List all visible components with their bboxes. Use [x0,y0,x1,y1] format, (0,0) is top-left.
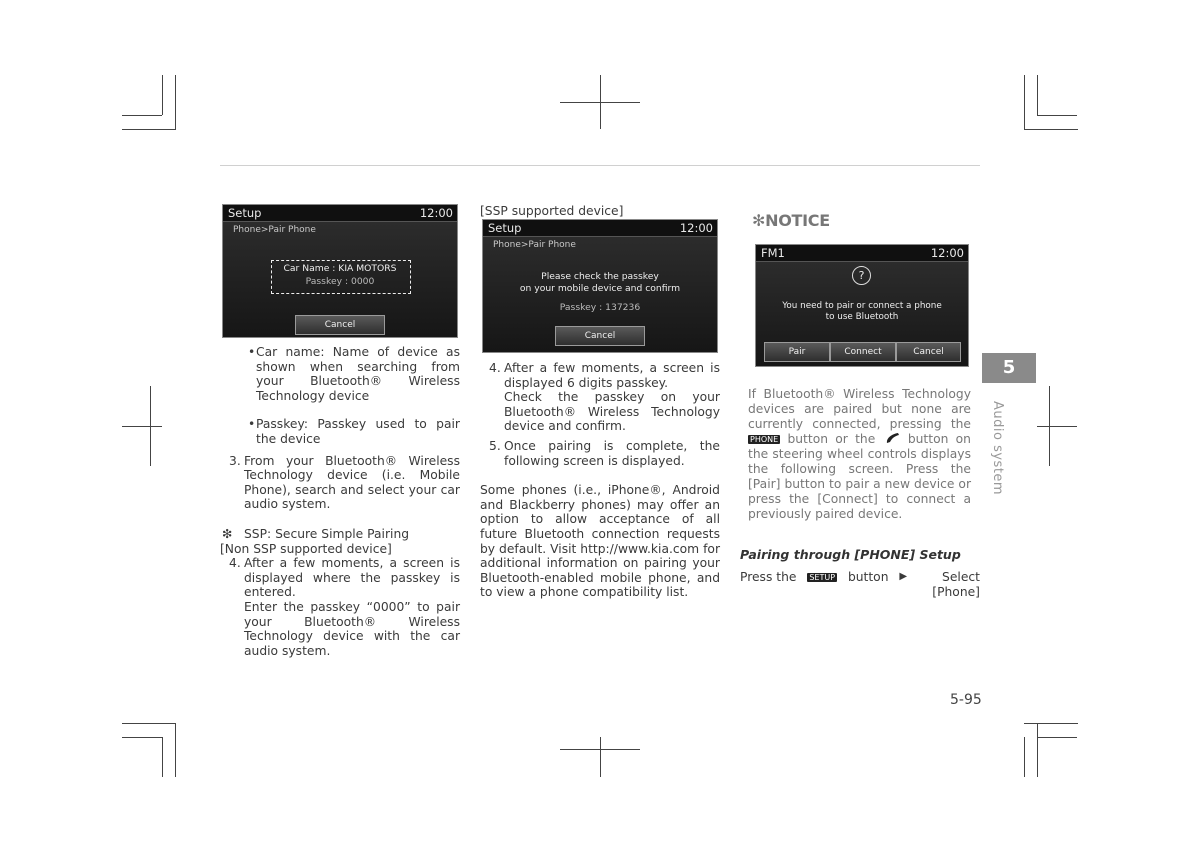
screen-breadcrumb: Phone>Pair Phone [493,240,576,250]
crop-mark [1037,737,1077,738]
screen-titlebar [483,220,717,237]
crop-mark [600,737,601,777]
bullet: • [248,417,256,432]
notice-title: NOTICE [765,211,830,230]
header-rule [220,165,980,166]
phone-key-label: PHONE [750,435,779,444]
section-label: Audio system [990,401,1005,496]
crop-mark [162,75,163,115]
crop-mark [122,129,176,130]
crop-mark [560,749,640,750]
chapter-tab: 5 [982,353,1036,383]
passkey-description: Passkey: Passkey used to pair the device [256,417,460,446]
crop-mark [1037,75,1038,115]
list-item [220,454,460,512]
fm-pair-connect-screen [755,244,969,367]
screen-title: Setup [488,221,522,235]
step-5-text: Once pairing is complete, the following screen is displayed. [504,438,720,468]
step-number: 4. [489,361,501,375]
screen-breadcrumb: Phone>Pair Phone [233,225,316,235]
crop-mark [1024,129,1078,130]
step-4-text: After a few moments, a screen is displayed 6 digits passkey. [504,361,720,390]
confirm-line-1: Please check the passkey [541,271,659,282]
screen-title: FM1 [761,246,785,260]
step-3-text: From your Bluetooth® Wireless Technology device (i.e. Mobile Phone), search and select your car audio system. [244,453,460,512]
crop-mark [122,737,162,738]
section-heading: Pairing through [PHONE] Setup [740,547,961,562]
bullet: • [248,345,256,359]
screen-clock: 12:00 [419,206,453,220]
crop-mark [1037,115,1077,116]
screen-titlebar [756,245,968,262]
crop-mark [1037,723,1038,777]
non-ssp-label: [Non SSP supported device] [220,541,392,556]
confirm-line-2: on your mobile device and confirm [519,283,681,294]
crop-mark [560,102,640,103]
crop-mark [1024,723,1078,724]
connect-button[interactable]: Connect [830,342,896,362]
step-4-detail: Enter the passkey “0000” to pair your Bluetooth® Wireless Technology device with the car audio system. [244,599,460,658]
notice-text: button on the steering wheel controls displays the following screen. Press the [Pair] button to pair a new device or press the [Connect] to connect a previously paired device. [748,432,971,521]
button-text: button [847,570,889,585]
ssp-supported-label: [SSP supported device] [480,204,624,218]
screen-titlebar [223,205,457,222]
step-4-detail: Check the passkey on your Bluetooth® Wireless Technology device and confirm. [504,390,720,434]
step-number: 5. [489,438,501,453]
list-item [220,556,460,658]
cancel-button[interactable]: Cancel [555,326,645,346]
list-item [220,345,460,403]
notice-icon: ✻ [752,211,766,230]
step-number: 3. [229,453,241,468]
screen-clock: 12:00 [679,221,713,235]
crop-mark [1037,426,1077,427]
step-number: 4. [229,556,241,571]
column-3-text [748,387,971,522]
passkey-text: Passkey : 0000 [305,276,375,287]
car-name-text: Car Name : KIA MOTORS [283,263,397,274]
screen-clock: 12:00 [930,246,964,260]
prompt-line-1: You need to pair or connect a phone [782,301,942,311]
passkey-text: Passkey : 137236 [559,302,641,313]
step-4-text: After a few moments, a screen is displayed where the passkey is entered. [244,556,460,600]
setup-key-label: SETUP [809,573,836,583]
screen-title: Setup [228,206,262,220]
crop-mark [175,75,176,129]
phone-compatibility-paragraph: Some phones (i.e., iPhone®, Android and Blackberry phones) may offer an option to allow acceptance of all future Bluetooth connection requests by default. Visit http://www.kia.com for additional information on pairing your Bluetooth-enabled mobile phone, and to view a phone compatibility list. [480,483,720,600]
question-icon: ? [852,266,871,285]
column-2-text [480,361,720,600]
crop-mark [122,426,162,427]
notice-text: If Bluetooth® Wireless Technology devices are paired but none are currently connected, pressing the [748,387,971,431]
crop-mark [162,737,163,777]
notice-text: button or the [787,432,876,446]
crop-mark [175,723,176,777]
setup-passkey-confirm-screen [482,219,718,353]
list-item [220,417,460,446]
ssp-note [220,527,460,542]
page-number: 5-95 [950,692,982,708]
list-item [480,439,720,468]
select-phone-text: Select [Phone] [932,570,980,599]
prompt-line-2: to use Bluetooth [825,312,899,322]
notice-heading [752,211,830,230]
asterisk-icon: ❇ [222,526,233,541]
phone-handset-icon [883,432,901,444]
cancel-button[interactable]: Cancel [896,342,961,362]
car-name-description: Car name: Name of device as shown when searching from your Bluetooth® Wireless Technology device [256,345,460,403]
crop-mark [122,115,162,116]
column-1-text [220,345,460,658]
crop-mark [122,723,176,724]
cancel-button[interactable]: Cancel [295,315,385,335]
pair-button[interactable]: Pair [764,342,830,362]
list-item [480,361,720,434]
arrow-right-icon: ▶ [899,571,908,583]
pairing-instruction [740,563,980,599]
setup-pair-phone-screen [222,204,458,338]
crop-mark [1024,737,1025,777]
ssp-definition: SSP: Secure Simple Pairing [244,526,410,541]
press-text: Press the [740,570,797,585]
crop-mark [1024,75,1025,129]
